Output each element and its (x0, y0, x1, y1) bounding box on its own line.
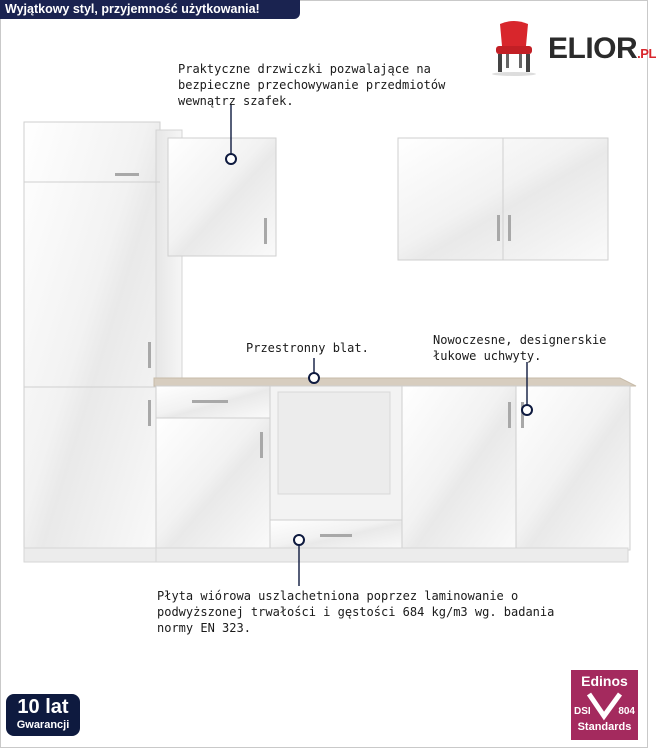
annotation-board: Płyta wiórowa uszlachetniona poprzez laminowanie o podwyższonej trwałości i gęstości 684 kg/m3 wg. badania normy EN 323. (157, 589, 555, 635)
edinos-standards-badge (571, 670, 638, 740)
callout-countertop (309, 358, 319, 383)
warranty-years: 10 lat (17, 696, 69, 718)
annotation-handles: Nowoczesne, designerskie łukowe uchwyty. (433, 333, 607, 363)
callout-doors (226, 104, 236, 164)
upper-cabinet-left (168, 138, 276, 256)
annotation-doors: Praktyczne drzwiczki pozwalające na bezpieczne przechowywanie przedmiotów wewnątrz szafek. (178, 62, 446, 108)
upper-cabinet-right (398, 138, 608, 260)
countertop (154, 378, 636, 386)
annotation-countertop: Przestronny blat. (246, 341, 369, 355)
edinos-title: Edinos (581, 673, 628, 689)
logo-brand: ELIOR (548, 32, 638, 65)
logo-domain: .PL (637, 46, 656, 61)
warranty-label: Gwarancji (16, 719, 70, 731)
base-cabinets (156, 386, 630, 562)
edinos-standards: Standards (577, 721, 632, 733)
warranty-badge (6, 694, 80, 736)
slogan-banner: Wyjątkowy styl, przyjemność użytkowania! (0, 0, 300, 19)
edinos-number: 804 (618, 706, 635, 717)
edinos-dsi: DSI (574, 706, 591, 717)
